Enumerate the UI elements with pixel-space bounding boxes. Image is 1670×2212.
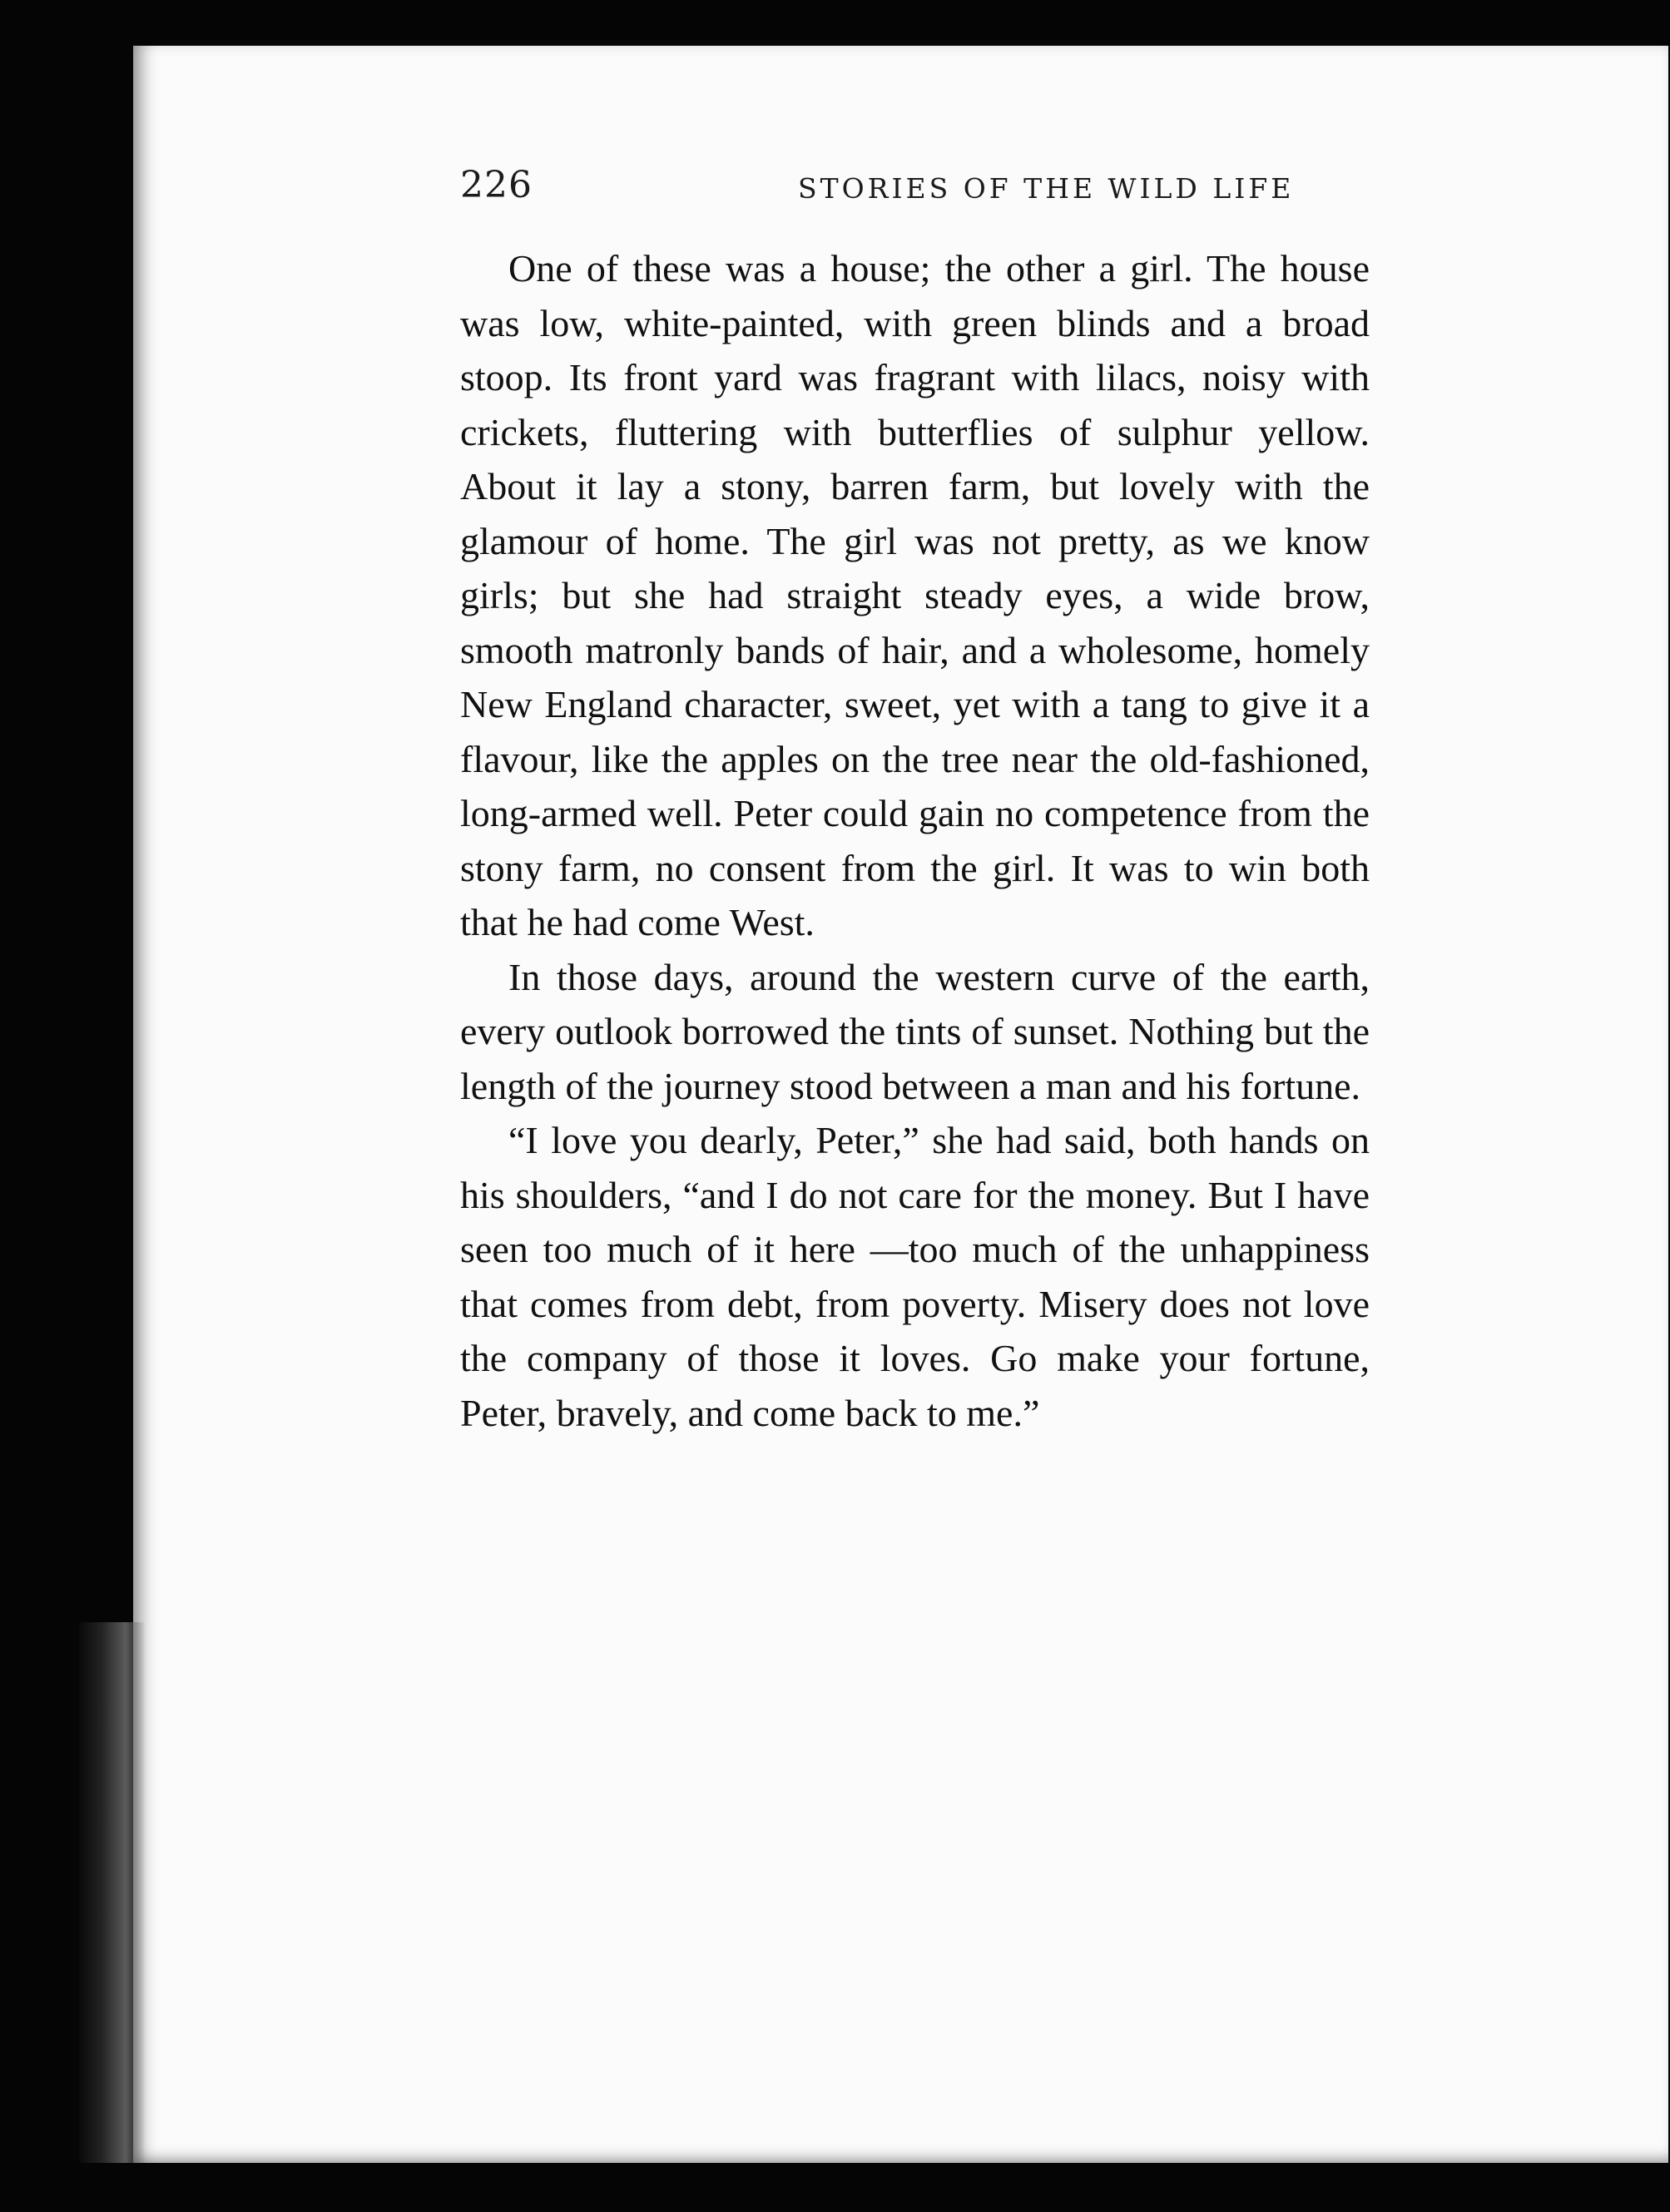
running-head [460,164,1375,214]
body-text [460,241,1370,1440]
page-number: 226 [460,164,533,206]
page-shadow-edge [79,1622,146,2163]
paragraph-2: In those days, around the western curve of the earth, every outlook borrowed the tints of sunset. Nothing but the length of the journey stood between a man and his fortune. [460,955,1370,1107]
paragraph-3: “I love you dearly, Peter,” she had said, both hands on his shoulders, “and I do not care for the money. But I have seen too much of it here —too much of the unhappiness that comes from debt, from poverty. Misery does not love the company of those it loves. Go make your fortune, Peter, bravely, and come back to me.” [460,1119,1370,1434]
paragraph-1: One of these was a house; the other a girl. The house was low, white-painted, with green blinds and a broad stoop. Its front yard was fragrant with lilacs, noisy with crickets, fluttering with butterflies of sulphur yellow. About it lay a stony, barren farm, but lovely with the glamour of home. The girl was not pretty, as we know girls; but she had straight steady eyes, a wide brow, smooth matronly bands of hair, and a wholesome, homely New England character, sweet, yet with a tang to give it a flavour, like the apples on the tree near the old-fashioned, long-armed well. Peter could gain no competence from the stony farm, no consent from the girl. It was to win both that he had come West. [460,247,1370,943]
running-head-title: STORIES OF THE WILD LIFE [798,172,1295,205]
